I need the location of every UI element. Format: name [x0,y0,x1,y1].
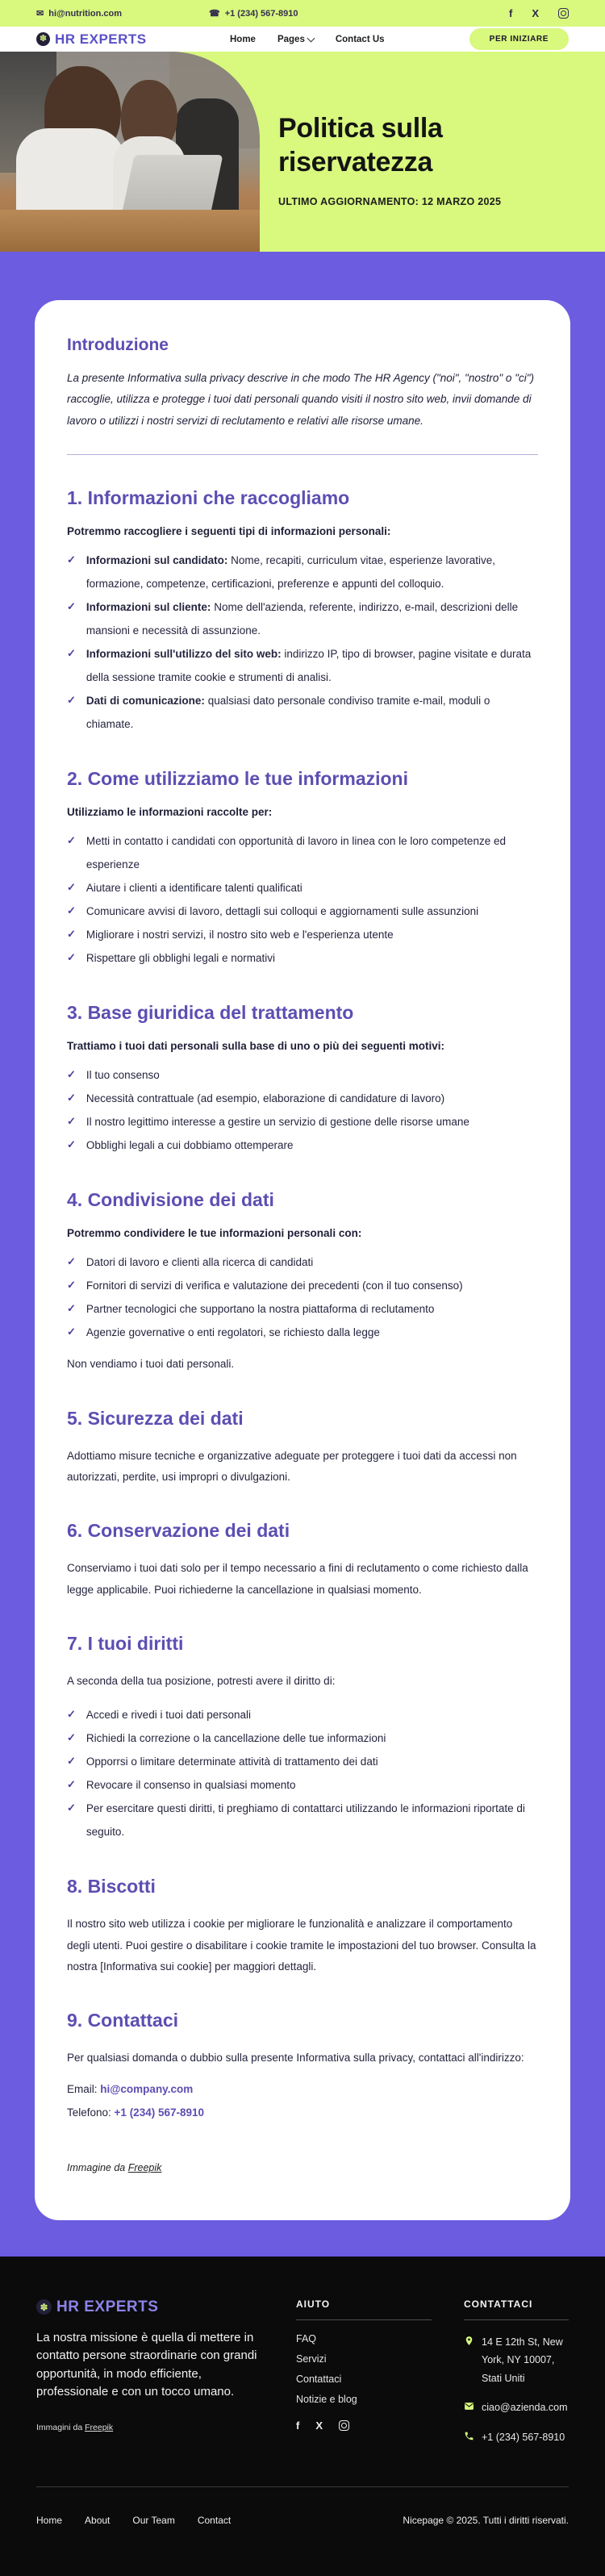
section-paragraphs [67,2048,538,2069]
check-icon: ✓ [67,1255,76,1268]
footer-phone-item[interactable] [464,2428,569,2447]
bullet-text: Opporrsi o limitare determinate attività di trattamento dei dati [86,1756,378,1768]
section-paragraphs [67,1671,538,1692]
bullet-bold: Informazioni sul candidato: [86,553,228,566]
contact-lines [67,2079,538,2123]
bullet-text: Dati di comunicazione: qualsiasi dato personale condiviso tramite e-mail, moduli o chiamate. [86,695,490,731]
footer-bottom [36,2487,569,2576]
footer-social [296,2419,432,2432]
section-paragraph: Non vendiamo i tuoi dati personali. [67,1358,235,1371]
policy-section [67,1520,538,1601]
bullet-text: Il tuo consenso [86,1069,160,1082]
bullet-text: Informazioni sul cliente: Nome dell'azienda, referente, indirizzo, e-mail, descrizioni delle mansioni e necessità di assunzione. [86,600,519,637]
envelope-icon: ✉ [36,9,44,19]
policy-sections [67,487,538,2069]
intro-heading: Introduzione [67,336,169,354]
section-lead: Potremmo condividere le tue informazioni personali con: [67,1227,362,1240]
footer [0,2257,605,2576]
envelope-icon [464,2401,474,2411]
section-heading: 6. Conservazione dei dati [67,1520,290,1542]
check-icon: ✓ [67,553,76,566]
policy-section [67,768,538,970]
map-pin-icon [464,2336,474,2346]
check-icon: ✓ [67,1068,76,1081]
check-icon: ✓ [67,1326,76,1338]
bullet-item [67,900,538,923]
x-twitter-icon[interactable]: X [315,2419,323,2432]
bullet-item [67,1797,538,1843]
section-paragraph: Conserviamo i tuoi dati solo per il tempo necessario a fini di reclutamento o come richiesto dalla legge applicabile. Puoi richiederne la cancellazione in qualsiasi momento. [67,1562,528,1596]
section-bullets [67,1063,538,1157]
footer-address: 14 E 12th St, New York, NY 10007, Stati Uniti [482,2336,563,2384]
bullet-text: Richiedi la correzione o la cancellazione delle tue informazioni [86,1732,386,1745]
check-icon: ✓ [67,951,76,964]
check-icon: ✓ [67,1731,76,1744]
section-paragraphs [67,1558,538,1601]
footer-freepik-link[interactable]: Freepik [85,2422,114,2432]
divider [67,454,538,455]
section-heading: 9. Contattaci [67,2010,179,2031]
policy-section [67,1633,538,1843]
bullet-text: Aiutare i clienti a identificare talenti qualificati [86,882,302,895]
bullet-item [67,1250,538,1274]
bullet-item [67,1087,538,1110]
section-heading: 5. Sicurezza dei dati [67,1407,244,1429]
section-after [67,1354,538,1375]
footer-email: ciao@azienda.com [482,2402,568,2414]
main-nav [230,35,385,44]
phone-icon [464,2431,474,2441]
bullet-text: Migliorare i nostri servizi, il nostro sito web e l'esperienza utente [86,929,394,941]
check-icon: ✓ [67,1115,76,1128]
section-lead: Utilizziamo le informazioni raccolte per: [67,806,273,819]
main-content [0,252,605,2257]
title-line-1: Politica sulla [278,113,443,144]
bullet-item [67,1773,538,1797]
section-paragraph: Il nostro sito web utilizza i cookie per migliorare le funzionalità e analizzare il comportamento degli utenti. Puoi gestire o disabilitare i cookie tramite le impostazioni del tuo browser. Consulta la nostra [Informativa sui cookie] per maggiori dettagli. [67,1918,536,1973]
check-icon: ✓ [67,647,76,659]
facebook-icon[interactable]: f [296,2419,300,2432]
nav-item-contact-us[interactable] [336,35,385,44]
photo-desk-shape [0,210,260,252]
check-icon: ✓ [67,928,76,941]
bullet-item [67,1134,538,1157]
bullet-text: Fornitori di servizi di verifica e valutazione dei precedenti (con il tuo consenso) [86,1280,463,1292]
policy-section [67,1408,538,1488]
bullet-text: Partner tecnologici che supportano la nostra piattaforma di reclutamento [86,1303,435,1316]
footer-brand-column [36,2298,272,2441]
bullet-text: Metti in contatto i candidati con opportunità di lavoro in linea con le loro competenze ed esperienze [86,835,506,871]
policy-section [67,487,538,736]
footer-columns [36,2298,569,2458]
bullet-item [67,1297,538,1321]
bullet-item [67,642,538,689]
policy-section [67,2010,538,2069]
x-twitter-icon[interactable]: X [532,7,539,19]
bullet-bold: Dati di comunicazione: [86,695,205,708]
footer-contact-column [464,2298,569,2458]
footer-logo-text: HR EXPERTS [56,2298,159,2315]
footer-bottom-link[interactable]: Our Team [132,2515,175,2527]
section-heading: 2. Come utilizziamo le tue informazioni [67,768,408,790]
copyright: Nicepage © 2025. Tutti i diritti riservati. [403,2515,569,2527]
policy-section [67,1189,538,1375]
bullet-item [67,946,538,970]
instagram-icon[interactable] [558,8,569,19]
bullet-text: Necessità contrattuale (ad esempio, elaborazione di candidature di lavoro) [86,1092,445,1105]
section-paragraphs [67,1446,538,1488]
bullet-item [67,1703,538,1726]
bullet-text: Accedi e rivedi i tuoi dati personali [86,1709,252,1722]
phone-icon: ☎ [209,9,220,19]
logo[interactable] [36,31,147,48]
section-bullets [67,1703,538,1843]
nav-item-home[interactable] [230,35,256,44]
footer-bottom-link[interactable]: Home [36,2515,63,2527]
bullet-text: Revocare il consenso in qualsiasi momento [86,1779,296,1792]
contact-line [67,2079,538,2100]
instagram-icon[interactable] [339,2420,349,2431]
image-credit [67,2162,538,2173]
contact-link[interactable]: +1 (234) 567-8910 [114,2106,205,2119]
hero-text [278,111,501,207]
bullet-bold: Informazioni sull'utilizzo del sito web: [86,648,282,660]
get-started-button[interactable]: PER INIZIARE [469,28,569,50]
footer-bottom-nav [36,2515,231,2526]
bullet-item [67,1110,538,1134]
title-line-2: riservatezza [278,147,433,178]
bullet-item [67,595,538,642]
topbar-email-link[interactable] [36,8,122,19]
section-heading: 1. Informazioni che raccogliamo [67,486,350,508]
footer-logo[interactable] [36,2298,272,2316]
footer-address-item [464,2333,569,2388]
bullet-text: Per esercitare questi diritti, ti preghiamo di contattarci utilizzando le informazioni riportate di seguito. [86,1802,525,1839]
bullet-item [67,1321,538,1344]
check-icon: ✓ [67,1138,76,1151]
header [0,27,605,52]
bullet-item [67,1750,538,1773]
check-icon: ✓ [67,599,76,612]
chevron-down-icon [307,34,315,42]
bullet-item [67,923,538,946]
topbar-phone-link[interactable] [209,8,298,19]
footer-logo-icon: ✽ [36,2299,52,2315]
footer-help-title: AIUTO [296,2298,432,2320]
footer-link[interactable]: Notizie e blog [296,2393,357,2405]
section-lead: Trattiamo i tuoi dati personali sulla base di uno o più dei seguenti motivi: [67,1040,445,1053]
contact-line [67,2102,538,2123]
check-icon: ✓ [67,1092,76,1104]
credit-text: Immagine da [67,2161,128,2173]
footer-phone: +1 (234) 567-8910 [482,2431,565,2443]
bullet-text: Il nostro legittimo interesse a gestire un servizio di gestione delle risorse umane [86,1116,469,1129]
section-heading: 8. Biscotti [67,1876,156,1898]
check-icon: ✓ [67,1708,76,1721]
section-lead: Potremmo raccogliere i seguenti tipi di informazioni personali: [67,524,391,537]
footer-link[interactable]: Contattaci [296,2373,342,2385]
privacy-card [35,300,570,2220]
footer-link[interactable]: FAQ [296,2332,317,2344]
bullet-item [67,876,538,900]
last-updated: ULTIMO AGGIORNAMENTO: 12 MARZO 2025 [278,196,502,208]
footer-credit-text: Immagini da [36,2422,86,2432]
facebook-icon[interactable]: f [508,7,513,19]
section-heading: 4. Condivisione dei dati [67,1189,274,1211]
section-heading: 7. I tuoi diritti [67,1632,184,1654]
section-paragraph: Adottiamo misure tecniche e organizzative adeguate per proteggere i tuoi dati da accessi non autorizzati, perdite, usi impropri o divulgazioni. [67,1449,517,1483]
section-paragraph: A seconda della tua posizione, potresti avere il diritto di: [67,1674,336,1687]
bullet-text: Obblighi legali a cui dobbiamo ottemperare [86,1139,294,1152]
topbar-social [509,7,569,19]
hero-image [0,52,260,252]
bullet-bold: Informazioni sul cliente: [86,600,211,613]
nav-label: Pages [277,34,305,44]
section-bullets [67,549,538,736]
policy-section [67,1002,538,1157]
bullet-item [67,1274,538,1297]
freepik-link[interactable]: Freepik [127,2161,162,2173]
section-paragraphs [67,1914,538,1977]
bullet-item [67,1063,538,1087]
section-bullets [67,829,538,970]
check-icon: ✓ [67,1302,76,1315]
bullet-item [67,689,538,736]
intro-paragraph: La presente Informativa sulla privacy descrive in che modo The HR Agency ("noi", "nostro" o "ci") raccoglie, utilizza e protegge i tuoi dati personali quando visiti il nostro sito web, invii domande di lavoro o utilizzi i nostri servizi di reclutamento e relativi alle risorse umane. [67,372,535,427]
bullet-item [67,829,538,876]
footer-help-links [296,2333,432,2405]
contact-label: Email: [67,2082,101,2095]
footer-bottom-link[interactable]: Contact [197,2515,232,2527]
footer-help-column [296,2298,432,2432]
contact-link[interactable]: hi@company.com [100,2082,194,2095]
page-title [278,111,501,179]
footer-contact-title: CONTATTACI [464,2298,569,2320]
section-heading: 3. Base giuridica del trattamento [67,1002,354,1024]
footer-mission: La nostra missione è quella di mettere in contatto persone straordinarie con grandi opportunità, in modo efficiente, professionale e con un tocco umano. [36,2330,257,2399]
check-icon: ✓ [67,1279,76,1292]
check-icon: ✓ [67,881,76,894]
bullet-text: Datori di lavoro e clienti alla ricerca di candidati [86,1256,314,1269]
logo-text: HR EXPERTS [55,31,147,47]
policy-section [67,1876,538,1977]
check-icon: ✓ [67,1802,76,1814]
bullet-text: Informazioni sull'utilizzo del sito web: indirizzo IP, tipo di browser, pagine visitate e durata della sessione tramite cookie e strumenti di analisi. [86,648,532,684]
bullet-item [67,549,538,595]
bullet-item [67,1726,538,1750]
topbar-email: hi@nutrition.com [48,8,122,19]
footer-link[interactable]: Servizi [296,2353,327,2365]
bullet-text: Informazioni sul candidato: Nome, recapiti, curriculum vitae, esperienze lavorative, formazione, competenze, certificazioni, preferenze e appunti del colloquio. [86,553,496,590]
check-icon: ✓ [67,834,76,847]
footer-image-credit [36,2423,272,2432]
check-icon: ✓ [67,904,76,917]
check-icon: ✓ [67,1778,76,1791]
bullet-text: Rispettare gli obblighi legali e normativi [86,952,276,965]
footer-email-item[interactable] [464,2399,569,2417]
section-paragraph: Per qualsiasi domanda o dubbio sulla presente Informativa sulla privacy, contattaci all'indirizzo: [67,2052,524,2065]
bullet-text: Comunicare avvisi di lavoro, dettagli sui colloqui e aggiornamenti sulle assunzioni [86,905,479,918]
topbar [0,0,605,27]
nav-label: Contact Us [335,34,385,44]
hero-section [0,52,605,252]
logo-icon: ✽ [36,32,50,46]
bullet-text: Agenzie governative o enti regolatori, se richiesto dalla legge [86,1326,380,1339]
check-icon: ✓ [67,1755,76,1768]
topbar-phone-number: +1 (234) 567-8910 [224,8,298,19]
footer-bottom-link[interactable]: About [85,2515,111,2527]
nav-item-pages[interactable] [277,35,314,44]
check-icon: ✓ [67,694,76,707]
contact-label: Telefono: [67,2106,115,2119]
nav-label: Home [230,34,256,44]
section-bullets [67,1250,538,1344]
